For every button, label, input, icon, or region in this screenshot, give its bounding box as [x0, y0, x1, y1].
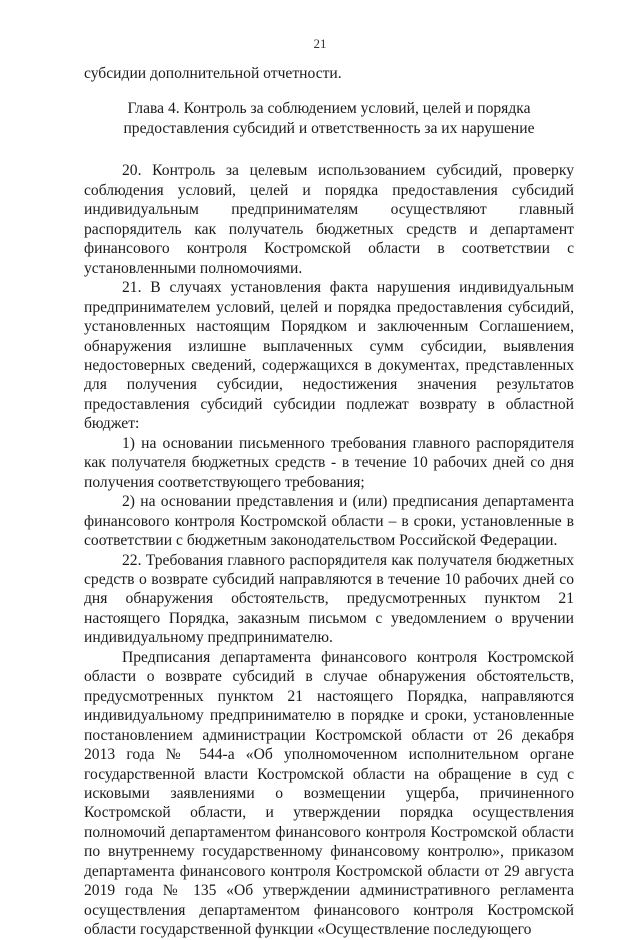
paragraph-21-item-2: 2) на основании представления и (или) предписания департамента финансового контроля Костромской области – в сроки, установленные в соответствии с бюджетным законодательством Российской Федерации.	[84, 493, 574, 550]
chapter-heading-line-2: предоставления субсидий и ответственность за их нарушение	[123, 120, 535, 138]
paragraph-21-item-1: 1) на основании письменного требования главного распорядителя как получателя бюджетных средств - в течение 10 рабочих дней со дня получения соответствующего требования;	[84, 434, 574, 491]
chapter-heading	[84, 99, 574, 139]
paragraph-prescriptions: Предписания департамента финансового контроля Костромской области о возврате субсидий в случае обнаружения обстоятельств, предусмотренных пунктом 21 настоящего Порядка, направляются индивидуальному предпринимателю в порядке и сроки, установленные постановлением администрации Костромской области от 26 декабря 2013 года № 544-а «Об уполномоченном исполнительном органе государственной власти Костромской области на обращение в суд с исковыми заявлениями о возмещении ущерба, причиненного Костромской области, и утверждении порядка осуществления полномочий департаментом финансового контроля Костромской области по внутреннему государственному финансовому контролю», приказом департамента финансового контроля Костромской области от 29 августа 2019 года № 135 «Об утверждении административного регламента осуществления департаментом финансового контроля Костромской области государственной функции «Осуществление последующего	[84, 648, 574, 939]
paragraph-22: 22. Требования главного распорядителя как получателя бюджетных средств о возврате субсидий направляются в течение 10 рабочих дней со дня обнаружения обстоятельств, предусмотренных пунктом 21 настоящего Порядка, заказным письмом с уведомлением о вручении индивидуальному предпринимателю.	[84, 551, 574, 647]
paragraph-20: 20. Контроль за целевым использованием субсидий, проверку соблюдения условий, целей и порядка предоставления субсидий индивидуальным предпринимателям осуществляют главный распорядитель как получатель бюджетных средств и департамент финансового контроля Костромской области в соответствии с установленными полномочиями.	[84, 162, 574, 277]
document-body	[84, 64, 574, 940]
page-number: 21	[313, 36, 327, 51]
chapter-heading-line-1: Глава 4. Контроль за соблюдением условий, целей и порядка	[127, 100, 531, 118]
paragraph-21: 21. В случаях установления факта нарушения индивидуальным предпринимателем условий, целей и порядка предоставления субсидий, установленных настоящим Порядком и заключенным Соглашением, обнаружения излишне выплаченных сумм субсидии, выявления недостоверных сведений, содержащихся в документах, представленных для получения субсидии, недостижения значения результатов предоставления субсидий субсидии подлежат возврату в областной бюджет:	[84, 279, 574, 433]
continuation-text: субсидии дополнительной отчетности.	[84, 65, 342, 82]
